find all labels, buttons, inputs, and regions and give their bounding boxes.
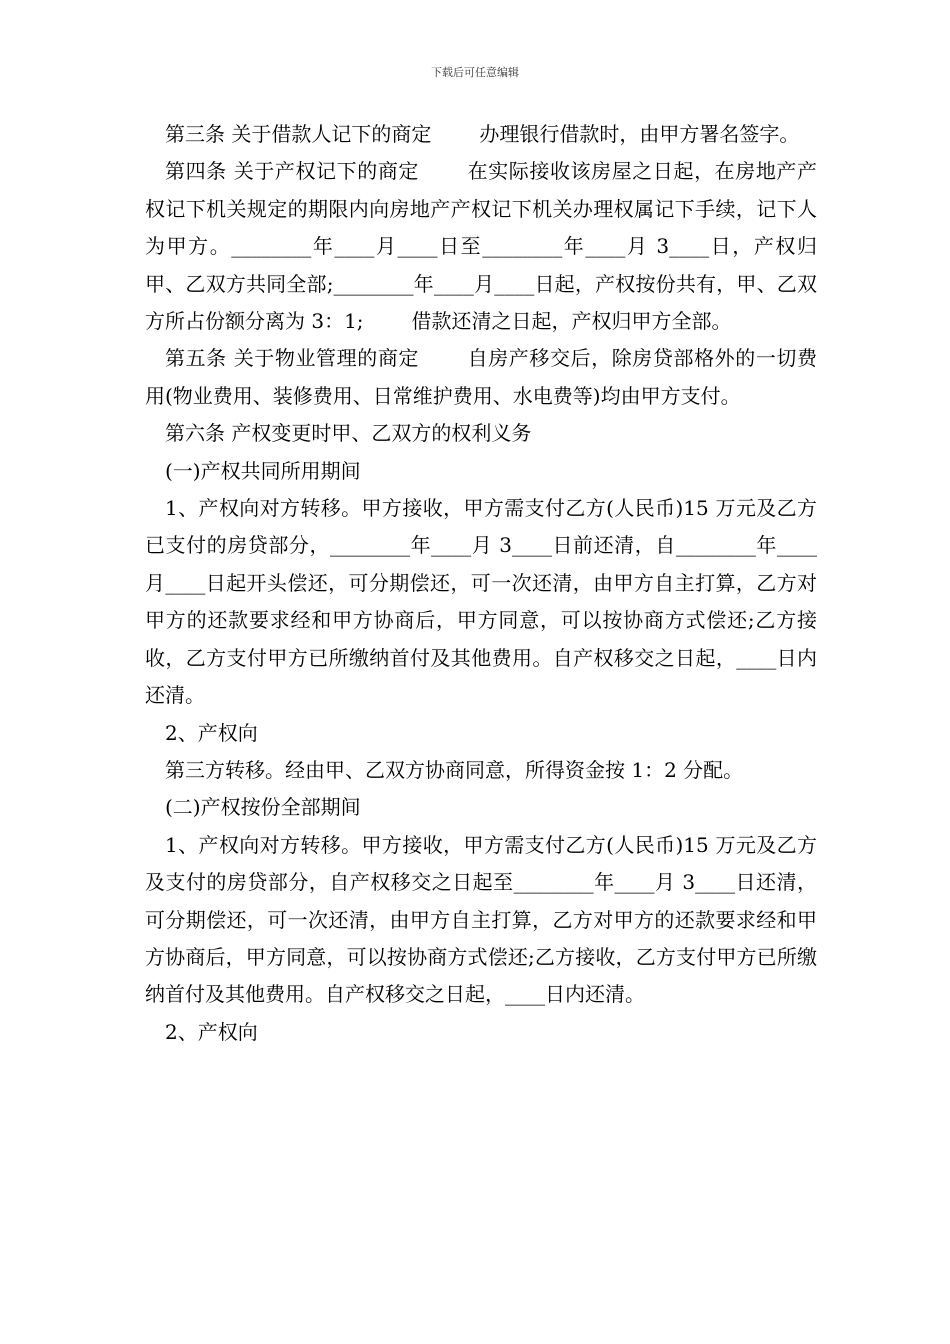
section-1-title: (一)产权共同所用期间	[165, 458, 361, 483]
section-2-item-1: 1、产权向对方转移。甲方接收，甲方需支付乙方(人民币)15 万元及乙方及支付的房贷部分，自产权移交之日起至________年____月 3____日还清，可分期偿还，可一次还清，由甲方自主打算，乙方对甲方的还款要求经和甲方协商后，甲方同意，可以按协商方式偿还;乙方接收，乙方支付甲方已所缴纳首付及其他费用。自产权移交之日起，____日内还清。	[145, 832, 817, 1007]
article-5-body: 自房产移交后，除房贷部格外的一切费用(物业费用、装修费用、日常维护费用、水电费等)均由甲方支付。	[145, 346, 818, 408]
section-1-item-1: 1、产权向对方转移。甲方接收，甲方需支付乙方(人民币)15 万元及乙方已支付的房贷部分，________年____月 3____日前还清，自________年____月____日起开头偿还，可分期偿还，可一次还清，由甲方自主打算，乙方对甲方的还款要求经和甲方协商后，甲方同意，可以按协商方式偿还;乙方接收，乙方支付甲方已所缴纳首付及其他费用。自产权移交之日起，____日内还清。	[145, 496, 817, 708]
article-6-title: 第六条 产权变更时甲、乙双方的权利义务	[165, 421, 532, 446]
article-4-title: 第四条 关于产权记下的商定	[165, 159, 420, 184]
section-2-item-2: 2、产权向	[165, 1019, 258, 1044]
page-header: 下载后可任意编辑	[431, 66, 519, 79]
article-4-body-end: 借款还清之日起，产权归甲方全部。	[411, 309, 732, 334]
article-3-title: 第三条 关于借款人记下的商定	[165, 122, 432, 146]
section-1-item-2: 2、产权向	[165, 720, 258, 745]
document-body	[145, 116, 817, 1051]
section-2-title: (二)产权按份全部期间	[165, 795, 361, 820]
article-4-body: 在实际接收该房屋之日起，在房地产产权记下机关规定的期限内向房地产产权记下机关办理权属记下手续，记下人为甲方。________年____月____日至________年____月 3____日，产权归甲、乙双方共同全部;________年____月____日起，产权按份共有，甲、乙双方所占份额分离为 3：1;	[145, 159, 818, 334]
article-5-title: 第五条 关于物业管理的商定	[165, 346, 420, 371]
section-1-item-2-cont: 第三方转移。经由甲、乙双方协商同意，所得资金按 1：2 分配。	[165, 757, 744, 782]
article-5	[145, 340, 817, 415]
article-4	[145, 153, 817, 340]
article-3-body: 办理银行借款时，由甲方署名签字。	[479, 122, 800, 146]
article-3	[145, 116, 817, 153]
